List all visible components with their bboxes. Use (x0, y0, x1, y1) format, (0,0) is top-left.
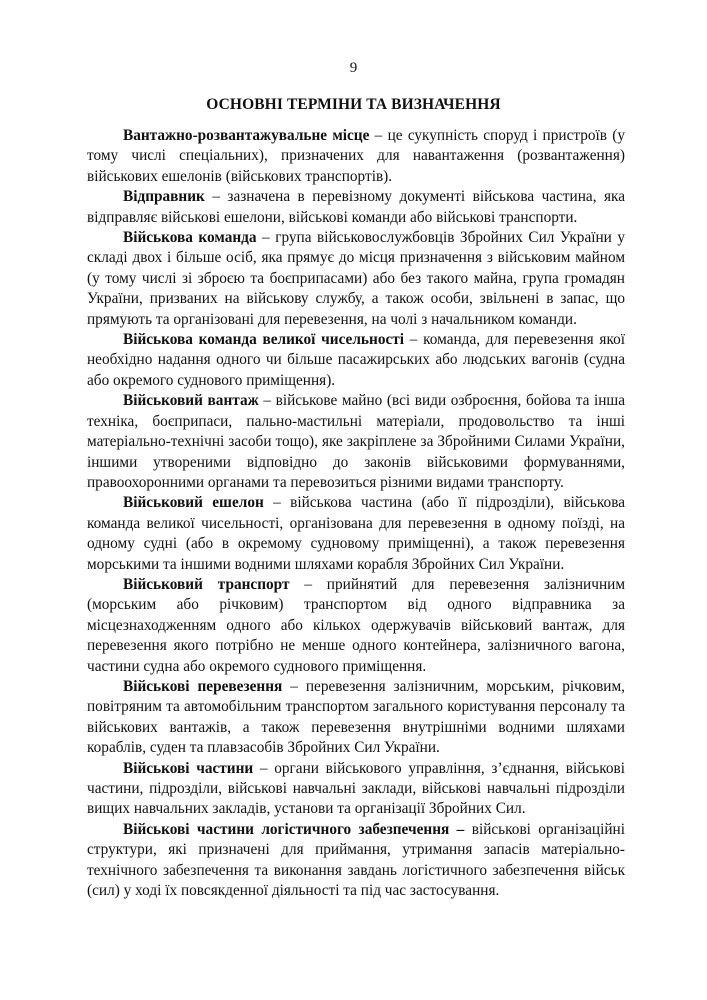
definition-entry (87, 820, 625, 902)
definition: – військова частина (або її підрозділи), військова команда великої чисельності, організована для перевезення в одному поїзді, на одному судні (або в окремому судновому приміщенні), а також перевезення морськими та іншими водними шляхами корабля Збройних Сил України. (87, 494, 625, 573)
definition-entry (87, 330, 625, 391)
definition: – прийнятий для перевезення залізничним (морським або річковим) транспортом від одного відправника за місцезнаходженням одного або кількох одержувачів військовий вантаж, для перевезення якого потрібно не менше одного контейнера, залізничного вагона, частини судна або окремого суднового приміщення. (87, 575, 625, 675)
term: Військовий транспорт (123, 575, 290, 593)
definition-entry (87, 493, 625, 575)
term: Військова команда (123, 229, 257, 247)
definition: військові організаційні структури, які призначені для приймання, утримання запасів матеріально-технічного забезпечення та виконання завдань логістичного забезпечення військ (сил) у ході їх повсякденної діяльності та під час застосування. (87, 820, 625, 900)
definition-entry (87, 187, 625, 228)
definition: – це сукупність споруд і пристроїв (у тому числі спеціальних), призначених для навантаження (розвантаження) військових ешелонів (військових транспортів). (87, 127, 625, 185)
page-number: 9 (349, 60, 358, 76)
term: Військовий ешелон (123, 494, 264, 512)
definition-entry (87, 575, 625, 677)
definition-entry (87, 391, 625, 493)
term: Військові частини логістичного забезпечення – (123, 820, 465, 838)
definitions-list (87, 126, 625, 901)
term: Вантажно-розвантажувальне місце (123, 127, 370, 144)
term: Військові перевезення (123, 677, 283, 695)
term: Відправник (123, 188, 205, 206)
definition-entry (87, 228, 625, 330)
definition: – зазначена в перевізному документі військова частина, яка відправляє військові ешелони, військові команди або військові транспорти. (87, 188, 625, 226)
definition: – органи військового управління, з’єднання, військові частини, підрозділи, військові навчальні заклади, військові навчальні підрозділи вищих навчальних закладів, установи та організації Збройних Сил. (87, 759, 625, 818)
term: Військовий вантаж (123, 392, 259, 410)
definition-entry (87, 126, 625, 187)
page-title: ОСНОВНІ ТЕРМІНИ ТА ВИЗНАЧЕННЯ (206, 96, 501, 113)
term: Військові частини (123, 759, 254, 777)
definition: – військове майно (всі види озброєння, бойова та інша техніка, боєприпаси, пально-мастильні матеріали, продовольство та інші матеріально-технічні засоби тощо), яке закріплене за Збройними Силами України, іншими утвореними відповідно до законів військовими формуваннями, правоохоронними органами та перевозиться різними видами транспорту. (87, 392, 626, 491)
definition-entry (87, 759, 625, 820)
definition: – перевезення залізничним, морським, річковим, повітряним та автомобільним транспортом загального користування персоналу та військових вантажів, а також перевезення внутрішніми водними шляхами кораблів, суден та плавзасобів Збройних Сил України. (87, 677, 626, 757)
definition: – команда, для перевезення якої необхідно надання одного чи більше пасажирських або людських вагонів (судна або окремого суднового приміщення). (87, 331, 625, 389)
definition-entry (87, 677, 625, 759)
term: Військова команда великої чисельності (123, 331, 405, 349)
definition: – група військовослужбовців Збройних Сил України у складі двох і більше осіб, яка прямує до місця призначення з військовим майном (у тому числі зі зброєю та боєприпасами) або без такого майна, група громадян України, призваних на військову службу, а також особи, звільнені в запас, що прямують та організовані для перевезення, на чолі з начальником команди. (87, 229, 625, 328)
